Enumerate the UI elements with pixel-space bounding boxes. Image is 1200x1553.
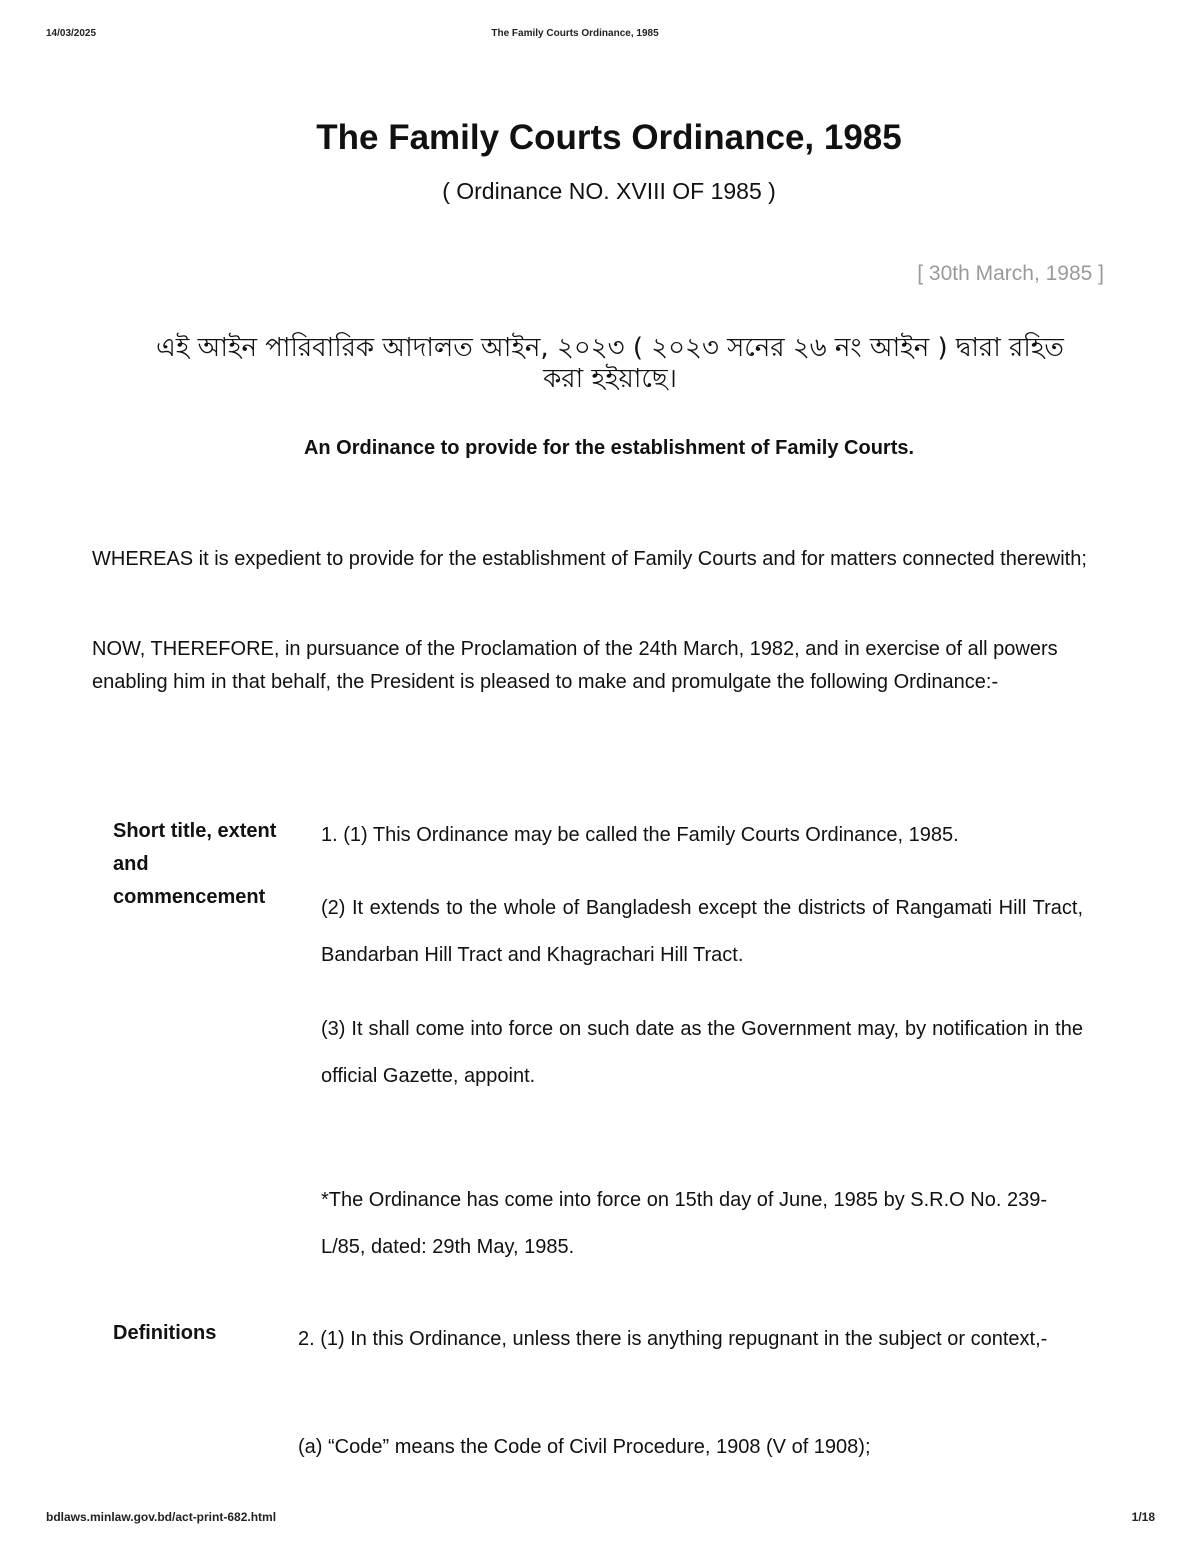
print-header-date: 14/03/2025 <box>46 28 97 39</box>
print-footer-url: bdlaws.minlaw.gov.bd/act-print-682.html <box>46 1510 277 1524</box>
section-2-heading: Definitions <box>113 1322 217 1344</box>
print-footer-page-number: 1/18 <box>1131 1510 1155 1524</box>
document-title: The Family Courts Ordinance, 1985 <box>316 118 902 157</box>
ordinance-date: [ 30th March, 1985 ] <box>917 262 1104 285</box>
section-1-commencement-note: *The Ordinance has come into force on 15th day of June, 1985 by S.R.O No. 239-L/85, dated: 29th May, 1985. <box>321 1189 1047 1258</box>
section-1-heading: Short title, extent and commencement <box>113 820 277 908</box>
section-1-subsection-1: 1. (1) This Ordinance may be called the Family Courts Ordinance, 1985. <box>321 824 959 846</box>
ordinance-number: ( Ordinance NO. XVIII OF 1985 ) <box>442 178 776 204</box>
section-2-clause-a: (a) “Code” means the Code of Civil Procedure, 1908 (V of 1908); <box>298 1436 871 1458</box>
ordinance-purpose: An Ordinance to provide for the establishment of Family Courts. <box>303 437 915 459</box>
repeal-notice-bengali: এই আইন পারিবারিক আদালত আইন, ২০২৩ ( ২০২৩ সনের ২৬ নং আইন ) দ্বারা রহিত করা হইয়াছে। <box>156 333 1064 394</box>
section-1-subsection-2: (2) It extends to the whole of Bangladesh except the districts of Rangamati Hill Tract, Bandarban Hill Tract and Khagrachari Hill Tract. <box>321 897 1083 966</box>
preamble-whereas: WHEREAS it is expedient to provide for the establishment of Family Courts and for matters connected therewith; <box>92 548 1087 570</box>
section-2-subsection-1: 2. (1) In this Ordinance, unless there is anything repugnant in the subject or context,- <box>298 1328 1048 1350</box>
print-header-title: The Family Courts Ordinance, 1985 <box>491 28 659 39</box>
section-1-subsection-3: (3) It shall come into force on such date as the Government may, by notification in the official Gazette, appoint. <box>321 1018 1083 1087</box>
preamble-now-therefore: NOW, THEREFORE, in pursuance of the Proclamation of the 24th March, 1982, and in exercise of all powers enabling him in that behalf, the President is pleased to make and promulgate the following Ordinance:- <box>92 638 1058 693</box>
